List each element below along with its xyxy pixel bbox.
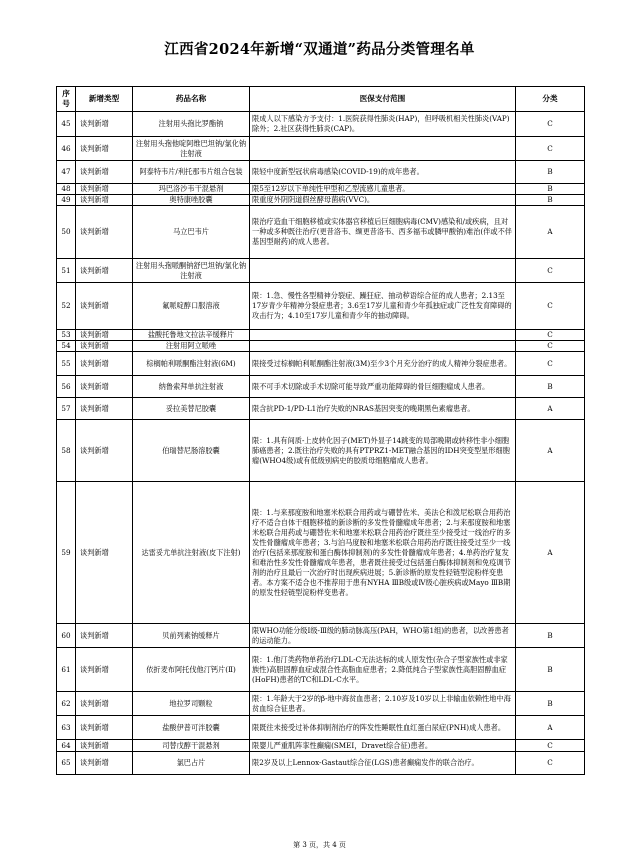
cell-name: 盐酸伊普可泮胶囊 [133, 716, 250, 740]
cell-class: C [516, 352, 585, 376]
cell-scope: 限轻中度新型冠状病毒感染(COVID-19)的成年患者。 [250, 161, 516, 184]
cell-name: 玛巴洛沙韦干混悬剂 [133, 184, 250, 195]
cell-class: C [516, 112, 585, 137]
cell-no: 47 [57, 161, 76, 184]
page-footer: 第 3 页，共 4 页 [293, 841, 346, 849]
cell-name: 马立巴韦片 [133, 206, 250, 259]
table-row [57, 112, 585, 137]
cell-scope: 限5至12岁以下单纯性甲型和乙型流感儿童患者。 [250, 184, 516, 195]
cell-no: 56 [57, 376, 76, 398]
cell-scope: 限：1.与来那度胺和地塞米松联合用药或与硼替佐米、美法仑和泼尼松联合用药治疗不适合自体干细胞移植的新诊断的多发性骨髓瘤成年患者；2.与来那度胺和地塞米松联合用药或与硼替佐米和地塞米松联合用药治疗既往至少接受过一线治疗的多发性骨髓瘤成年患者；3.与泊马度胺和地塞米松联合用药治疗既往接受过至少一线治疗(包括来那度胺和蛋白酶体抑制剂)的多发性骨髓瘤成年患者；4.单药治疗复发和难治性多发性骨髓瘤成年患者，患者既往接受过包括蛋白酶体抑制剂和免疫调节剂的治疗且最后一次治疗时出现疾病进展；5.新诊断的原发性轻链型淀粉样变患者。本方案不适合也不推荐用于患有NYHA ⅢB级或Ⅳ级心脏疾病或Mayo ⅢB期的原发性轻链型淀粉样变患者。 [250, 482, 516, 624]
cell-scope: 限接受过棕榈帕利哌酮酯注射液(3M)至少3个月充分治疗的成人精神分裂症患者。 [250, 352, 516, 376]
table-row [57, 195, 585, 206]
drug-table [56, 86, 585, 775]
table-row [57, 283, 585, 330]
cell-class: A [516, 398, 585, 420]
cell-scope: 限：1.他汀类药物单药治疗LDL-C无法达标的成人原发性(杂合子型家族性或非家族性)高胆固醇血症或混合性高脂血症患者；2.降低纯合子型家族性高胆固醇血症(HoFH)患者的TC和LDL-C水平。 [250, 648, 516, 692]
cell-name: 注射用头孢比罗酯钠 [133, 112, 250, 137]
cell-type: 谈判新增 [76, 112, 133, 137]
cell-scope: 限既往未接受过补体抑制剂治疗的阵发性睡眠性血红蛋白尿症(PNH)成人患者。 [250, 716, 516, 740]
cell-scope: 限成人以下感染方予支付：1.医院获得性肺炎(HAP)，但呼吸机相关性肺炎(VAP)除外；2.社区获得性肺炎(CAP)。 [250, 112, 516, 137]
table-row [57, 259, 585, 283]
cell-name: 注射用头孢他啶阿维巴坦钠/氯化钠注射液 [133, 137, 250, 161]
cell-type: 谈判新增 [76, 752, 133, 775]
table-row [57, 716, 585, 740]
cell-class: C [516, 137, 585, 161]
cell-no: 63 [57, 716, 76, 740]
cell-type: 谈判新增 [76, 161, 133, 184]
cell-no: 57 [57, 398, 76, 420]
cell-class: A [516, 206, 585, 259]
cell-class: B [516, 184, 585, 195]
cell-class: B [516, 692, 585, 716]
cell-name: 妥拉美替尼胶囊 [133, 398, 250, 420]
cell-no: 50 [57, 206, 76, 259]
cell-scope: 限治疗造血干细胞移植或实体器官移植后巨细胞病毒(CMV)感染和/或疾病，且对一种或多种既往治疗(更昔洛韦、缬更昔洛韦、西多福韦或膦甲酸钠)难治(伴或不伴基因型耐药)的成人患者。 [250, 206, 516, 259]
cell-type: 谈判新增 [76, 195, 133, 206]
cell-no: 49 [57, 195, 76, 206]
table-row [57, 206, 585, 259]
cell-class: C [516, 740, 585, 752]
cell-type: 谈判新增 [76, 398, 133, 420]
table-header-row [57, 87, 585, 112]
cell-class: B [516, 161, 585, 184]
cell-type: 谈判新增 [76, 716, 133, 740]
cell-type: 谈判新增 [76, 330, 133, 341]
cell-name: 氯巴占片 [133, 752, 250, 775]
cell-type: 谈判新增 [76, 740, 133, 752]
cell-name: 达雷妥尤单抗注射液(皮下注射) [133, 482, 250, 624]
table-row [57, 341, 585, 352]
cell-no: 54 [57, 341, 76, 352]
cell-type: 谈判新增 [76, 283, 133, 330]
table-row [57, 420, 585, 482]
table-row [57, 482, 585, 624]
table-row [57, 648, 585, 692]
cell-scope [250, 341, 516, 352]
cell-class: C [516, 330, 585, 341]
cell-name: 盐酸托鲁地文拉法辛缓释片 [133, 330, 250, 341]
cell-class: C [516, 259, 585, 283]
cell-no: 55 [57, 352, 76, 376]
cell-no: 53 [57, 330, 76, 341]
cell-no: 58 [57, 420, 76, 482]
table-row [57, 161, 585, 184]
cell-class: C [516, 341, 585, 352]
table-row [57, 137, 585, 161]
cell-no: 46 [57, 137, 76, 161]
table-row [57, 330, 585, 341]
cell-type: 谈判新增 [76, 206, 133, 259]
page-title: 江西省2024年新增“双通道”药品分类管理名单 [164, 41, 475, 58]
cell-name: 注射用阿立哌唑 [133, 341, 250, 352]
cell-name: 伯瑞替尼肠溶胶囊 [133, 420, 250, 482]
cell-type: 谈判新增 [76, 624, 133, 648]
cell-scope [250, 137, 516, 161]
cell-no: 65 [57, 752, 76, 775]
cell-name: 地拉罗司颗粒 [133, 692, 250, 716]
cell-name: 纳鲁索拜单抗注射液 [133, 376, 250, 398]
cell-class: B [516, 648, 585, 692]
cell-no: 62 [57, 692, 76, 716]
cell-no: 61 [57, 648, 76, 692]
cell-scope: 限：1.急、慢性各型精神分裂症、躁狂症、抽动秽语综合征的成人患者；2.13至17岁青少年精神分裂症患者；3.6至17岁儿童和青少年孤独症或广泛性发育障碍的攻击行为；4.10至17岁儿童和青少年的抽动障碍。 [250, 283, 516, 330]
cell-no: 45 [57, 112, 76, 137]
cell-class: A [516, 482, 585, 624]
cell-no: 60 [57, 624, 76, 648]
cell-scope [250, 259, 516, 283]
header-no: 序号 [57, 87, 76, 112]
cell-name: 贝前列素钠缓释片 [133, 624, 250, 648]
cell-name: 阿泰特韦片/利托那韦片组合包装 [133, 161, 250, 184]
cell-name: 氟哌啶醇口服溶液 [133, 283, 250, 330]
cell-no: 48 [57, 184, 76, 195]
cell-type: 谈判新增 [76, 692, 133, 716]
cell-scope: 限不可手术切除或手术切除可能导致严重功能障碍的骨巨细胞瘤成人患者。 [250, 376, 516, 398]
header-name: 药品名称 [133, 87, 250, 112]
cell-scope: 限含抗PD-1/PD-L1治疗失败的NRAS基因突变的晚期黑色素瘤患者。 [250, 398, 516, 420]
cell-class: C [516, 752, 585, 775]
cell-type: 谈判新增 [76, 341, 133, 352]
cell-type: 谈判新增 [76, 137, 133, 161]
cell-scope: 限重度外阴阴道假丝酵母菌病(VVC)。 [250, 195, 516, 206]
cell-name: 棕榈帕利哌酮酯注射液(6M) [133, 352, 250, 376]
header-class: 分类 [516, 87, 585, 112]
cell-scope: 限：1.年龄大于2岁的β-地中海贫血患者；2.10岁及10岁以上非输血依赖性地中海贫血综合征患者。 [250, 692, 516, 716]
cell-type: 谈判新增 [76, 352, 133, 376]
cell-name: 依折麦布阿托伐他汀钙片(Ⅱ) [133, 648, 250, 692]
header-type: 新增类型 [76, 87, 133, 112]
cell-scope: 限WHO功能分级Ⅰ级-Ⅲ级的肺动脉高压(PAH，WHO第1组)的患者，以改善患者的运动能力。 [250, 624, 516, 648]
cell-class: C [516, 283, 585, 330]
cell-no: 59 [57, 482, 76, 624]
cell-no: 52 [57, 283, 76, 330]
cell-type: 谈判新增 [76, 648, 133, 692]
table-row [57, 376, 585, 398]
cell-name: 奥特康唑胶囊 [133, 195, 250, 206]
cell-type: 谈判新增 [76, 184, 133, 195]
cell-type: 谈判新增 [76, 259, 133, 283]
table-row [57, 740, 585, 752]
cell-scope: 限2岁及以上Lennox-Gastaut综合征(LGS)患者癫痫发作的联合治疗。 [250, 752, 516, 775]
cell-name: 注射用头孢哌酮钠舒巴坦钠/氯化钠注射液 [133, 259, 250, 283]
cell-scope: 限婴儿严重肌阵挛性癫痫(SMEI，Dravet综合征)患者。 [250, 740, 516, 752]
table-row [57, 752, 585, 775]
cell-scope: 限：1.具有间质-上皮转化因子(MET)外显子14跳变的局部晚期或转移性非小细胞肺癌患者；2.既往治疗失败的具有PTPRZ1-MET融合基因的IDH突变型星形细胞瘤(WHO4级)或有低级别病史的胶质母细胞瘤成人患者。 [250, 420, 516, 482]
table-row [57, 352, 585, 376]
cell-type: 谈判新增 [76, 420, 133, 482]
table-row [57, 184, 585, 195]
table-row [57, 398, 585, 420]
cell-class: A [516, 716, 585, 740]
cell-name: 司替戊醇干混悬剂 [133, 740, 250, 752]
cell-class: B [516, 195, 585, 206]
cell-class: B [516, 376, 585, 398]
cell-no: 51 [57, 259, 76, 283]
table-row [57, 692, 585, 716]
header-scope: 医保支付范围 [250, 87, 516, 112]
cell-class: B [516, 624, 585, 648]
cell-type: 谈判新增 [76, 482, 133, 624]
cell-no: 64 [57, 740, 76, 752]
cell-class: A [516, 420, 585, 482]
table-row [57, 624, 585, 648]
cell-type: 谈判新增 [76, 376, 133, 398]
cell-scope [250, 330, 516, 341]
